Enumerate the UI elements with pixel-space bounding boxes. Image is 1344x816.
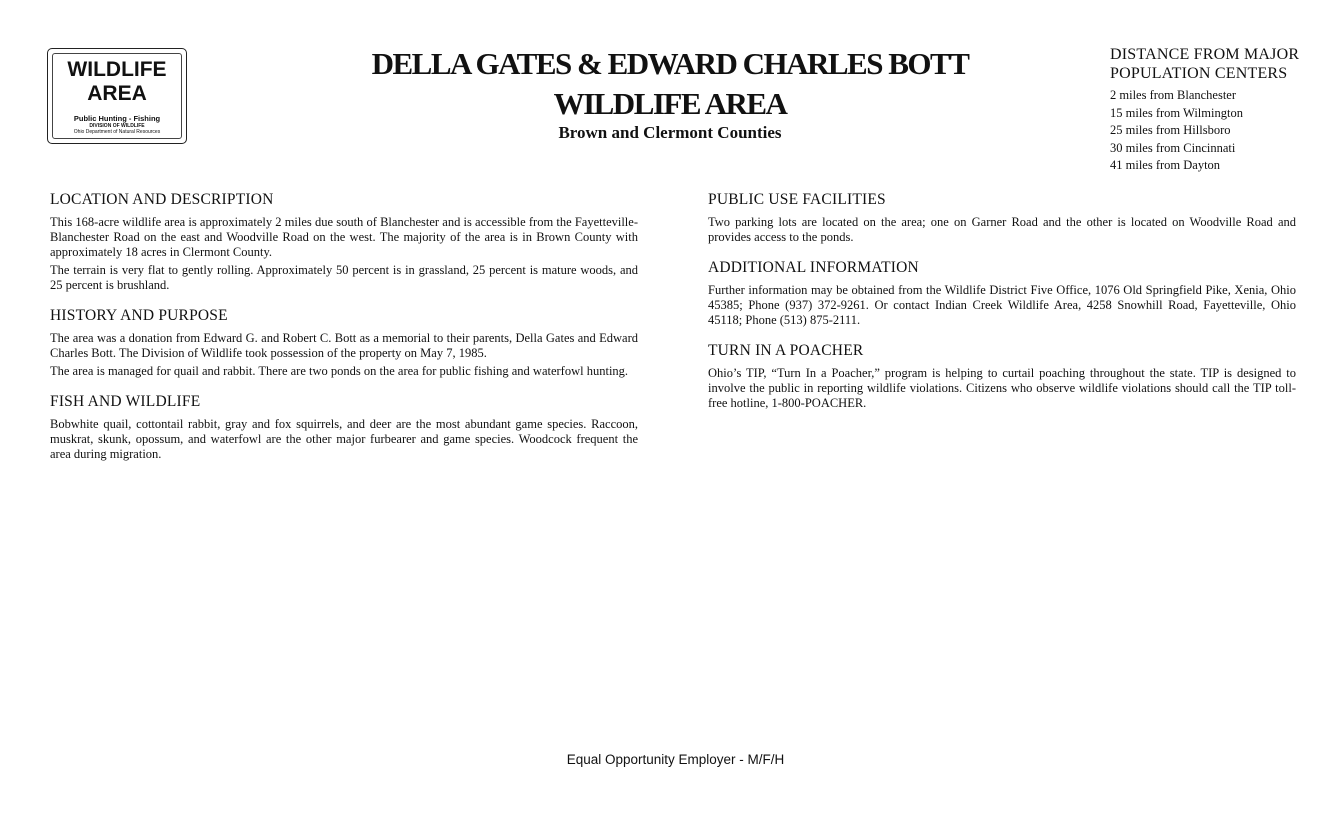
distance-item: 41 miles from Dayton	[1110, 158, 1221, 172]
section-paragraph: The area was a donation from Edward G. and Robert C. Bott as a memorial to their parents, Della Gates and Edward Charles Bott. The Division of Wildlife took possession of the property on May 7, 1985.	[50, 331, 638, 360]
section-additional-information	[708, 258, 1296, 328]
footer-eoe-text: Equal Opportunity Employer - M/F/H	[566, 752, 785, 767]
distance-heading-line-2: POPULATION CENTERS	[1110, 65, 1288, 82]
left-column	[50, 190, 638, 475]
title-line-2: WILDLIFE AREA	[553, 86, 787, 121]
section-heading: TURN IN A POACHER	[708, 342, 864, 359]
distance-heading-line-1: DISTANCE FROM MAJOR	[1110, 46, 1300, 63]
section-heading: LOCATION AND DESCRIPTION	[50, 191, 274, 208]
distance-panel	[1110, 45, 1340, 175]
sign-line-area: AREA	[87, 82, 147, 105]
section-heading: HISTORY AND PURPOSE	[50, 307, 228, 324]
section-fish-wildlife	[50, 392, 638, 462]
section-heading: ADDITIONAL INFORMATION	[708, 259, 919, 276]
section-paragraph: Two parking lots are located on the area; one on Garner Road and the other is located on Woodville Road and provides access to the ponds.	[708, 215, 1296, 244]
section-heading: FISH AND WILDLIFE	[50, 393, 201, 410]
title-line-1: DELLA GATES & EDWARD CHARLES BOTT	[371, 46, 969, 81]
wildlife-area-sign-logo	[47, 48, 187, 144]
sign-inner-border	[52, 53, 182, 139]
section-paragraph: Bobwhite quail, cottontail rabbit, gray and fox squirrels, and deer are the most abundant game species. Raccoon, muskrat, skunk, opossum, and waterfowl are the other major furbearer and game species. Woodcock frequent the area during migration.	[50, 417, 638, 461]
sign-line-department: Ohio Department of Natural Resources	[73, 129, 161, 135]
page-title	[300, 44, 1040, 124]
distance-item: 15 miles from Wilmington	[1110, 105, 1243, 120]
section-heading: PUBLIC USE FACILITIES	[708, 191, 886, 208]
sign-line-division: DIVISION OF WILDLIFE	[89, 123, 145, 129]
sign-line-public-hunting: Public Hunting - Fishing	[73, 114, 161, 123]
section-location-description	[50, 190, 638, 293]
section-paragraph: The terrain is very flat to gently rolling. Approximately 50 percent is in grassland, 25 percent is mature woods, and 25 percent is brushland.	[50, 263, 638, 292]
distance-item: 25 miles from Hillsboro	[1110, 123, 1231, 137]
section-public-use-facilities	[708, 190, 1296, 245]
section-paragraph: Ohio’s TIP, “Turn In a Poacher,” program is helping to curtail poaching throughout the state. TIP is designed to involve the public in reporting wildlife violations. Citizens who observe wildlife violations should call the TIP toll-free hotline, 1-800-POACHER.	[708, 366, 1296, 410]
section-paragraph: Further information may be obtained from the Wildlife District Five Office, 1076 Old Springfield Pike, Xenia, Ohio 45385; Phone (937) 372-9261. Or contact Indian Creek Wildlife Area, 4258 Snowhill Road, Fayetteville, Ohio 45118; Phone (513) 875-2111.	[708, 283, 1296, 327]
section-turn-in-a-poacher	[708, 341, 1296, 411]
section-paragraph: This 168-acre wildlife area is approximately 2 miles due south of Blanchester and is accessible from the Fayetteville-Blanchester Road on the east and Woodville Road on the west. The majority of the area is in Brown County with approximately 18 acres in Clermont County.	[50, 215, 638, 259]
page-subtitle: Brown and Clermont Counties	[558, 123, 782, 142]
distance-item: 30 miles from Cincinnati	[1110, 140, 1236, 155]
section-history-purpose	[50, 306, 638, 379]
section-paragraph: The area is managed for quail and rabbit. There are two ponds on the area for public fishing and waterfowl hunting.	[50, 364, 629, 378]
sign-line-wildlife: WILDLIFE	[67, 58, 167, 81]
right-column	[708, 190, 1296, 424]
distance-heading	[1110, 45, 1340, 83]
distance-list	[1110, 87, 1340, 175]
distance-item: 2 miles from Blanchester	[1110, 88, 1237, 102]
